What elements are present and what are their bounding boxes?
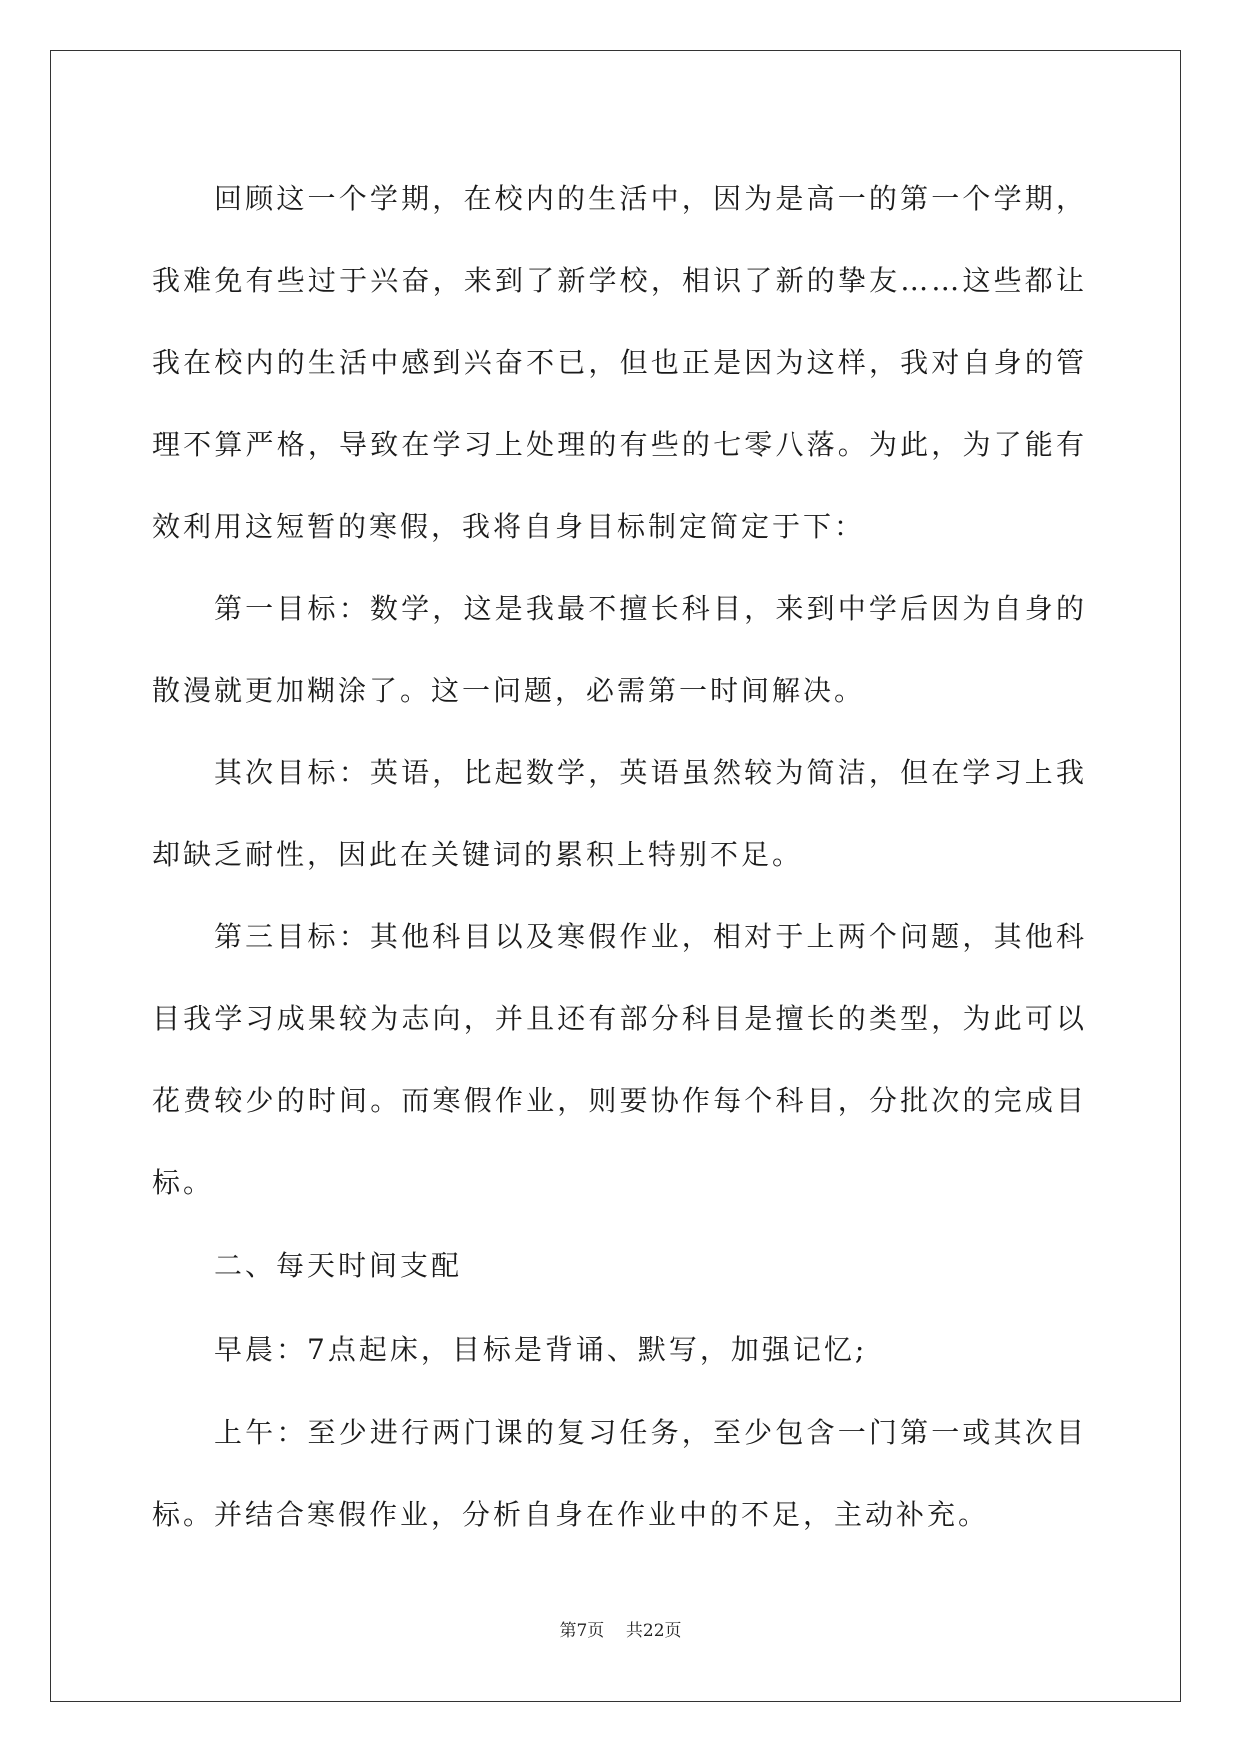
- section-heading-daily-schedule: 二、每天时间支配: [214, 1249, 463, 1282]
- paragraph-goal-english: 其次目标：英语，比起数学，英语虽然较为简洁，但在学习上我却缺乏耐性，因此在关键词的累积上特别不足。: [152, 756, 1087, 871]
- paragraph-intro: 回顾这一个学期，在校内的生活中，因为是高一的第一个学期，我难免有些过于兴奋，来到了新学校，相识了新的挚友……这些都让我在校内的生活中感到兴奋不已，但也正是因为这样，我对自身的管理不算严格，导致在学习上处理的有些的七零八落。为此，为了能有效利用这短暂的寒假，我将自身目标制定简定于下：: [152, 182, 1087, 543]
- page-footer: [0, 1616, 1241, 1641]
- paragraph-goal-others: 第三目标：其他科目以及寒假作业，相对于上两个问题，其他科目我学习成果较为志向，并且还有部分科目是擅长的类型，为此可以花费较少的时间。而寒假作业，则要协作每个科目，分批次的完成目标。: [152, 920, 1087, 1199]
- document-body: [152, 158, 1087, 1556]
- paragraph-morning: 早晨：7点起床，目标是背诵、默写，加强记忆;: [214, 1333, 868, 1366]
- footer-spacer: [604, 1621, 626, 1641]
- paragraph-goal-math: 第一目标：数学，这是我最不擅长科目，来到中学后因为自身的散漫就更加糊涂了。这一问题，必需第一时间解决。: [152, 592, 1087, 707]
- page-total: 共22页: [625, 1621, 682, 1641]
- page-number: 第7页: [559, 1621, 605, 1641]
- paragraph-forenoon: 上午：至少进行两门课的复习任务，至少包含一门第一或其次目标。并结合寒假作业，分析自身在作业中的不足，主动补充。: [152, 1416, 1087, 1531]
